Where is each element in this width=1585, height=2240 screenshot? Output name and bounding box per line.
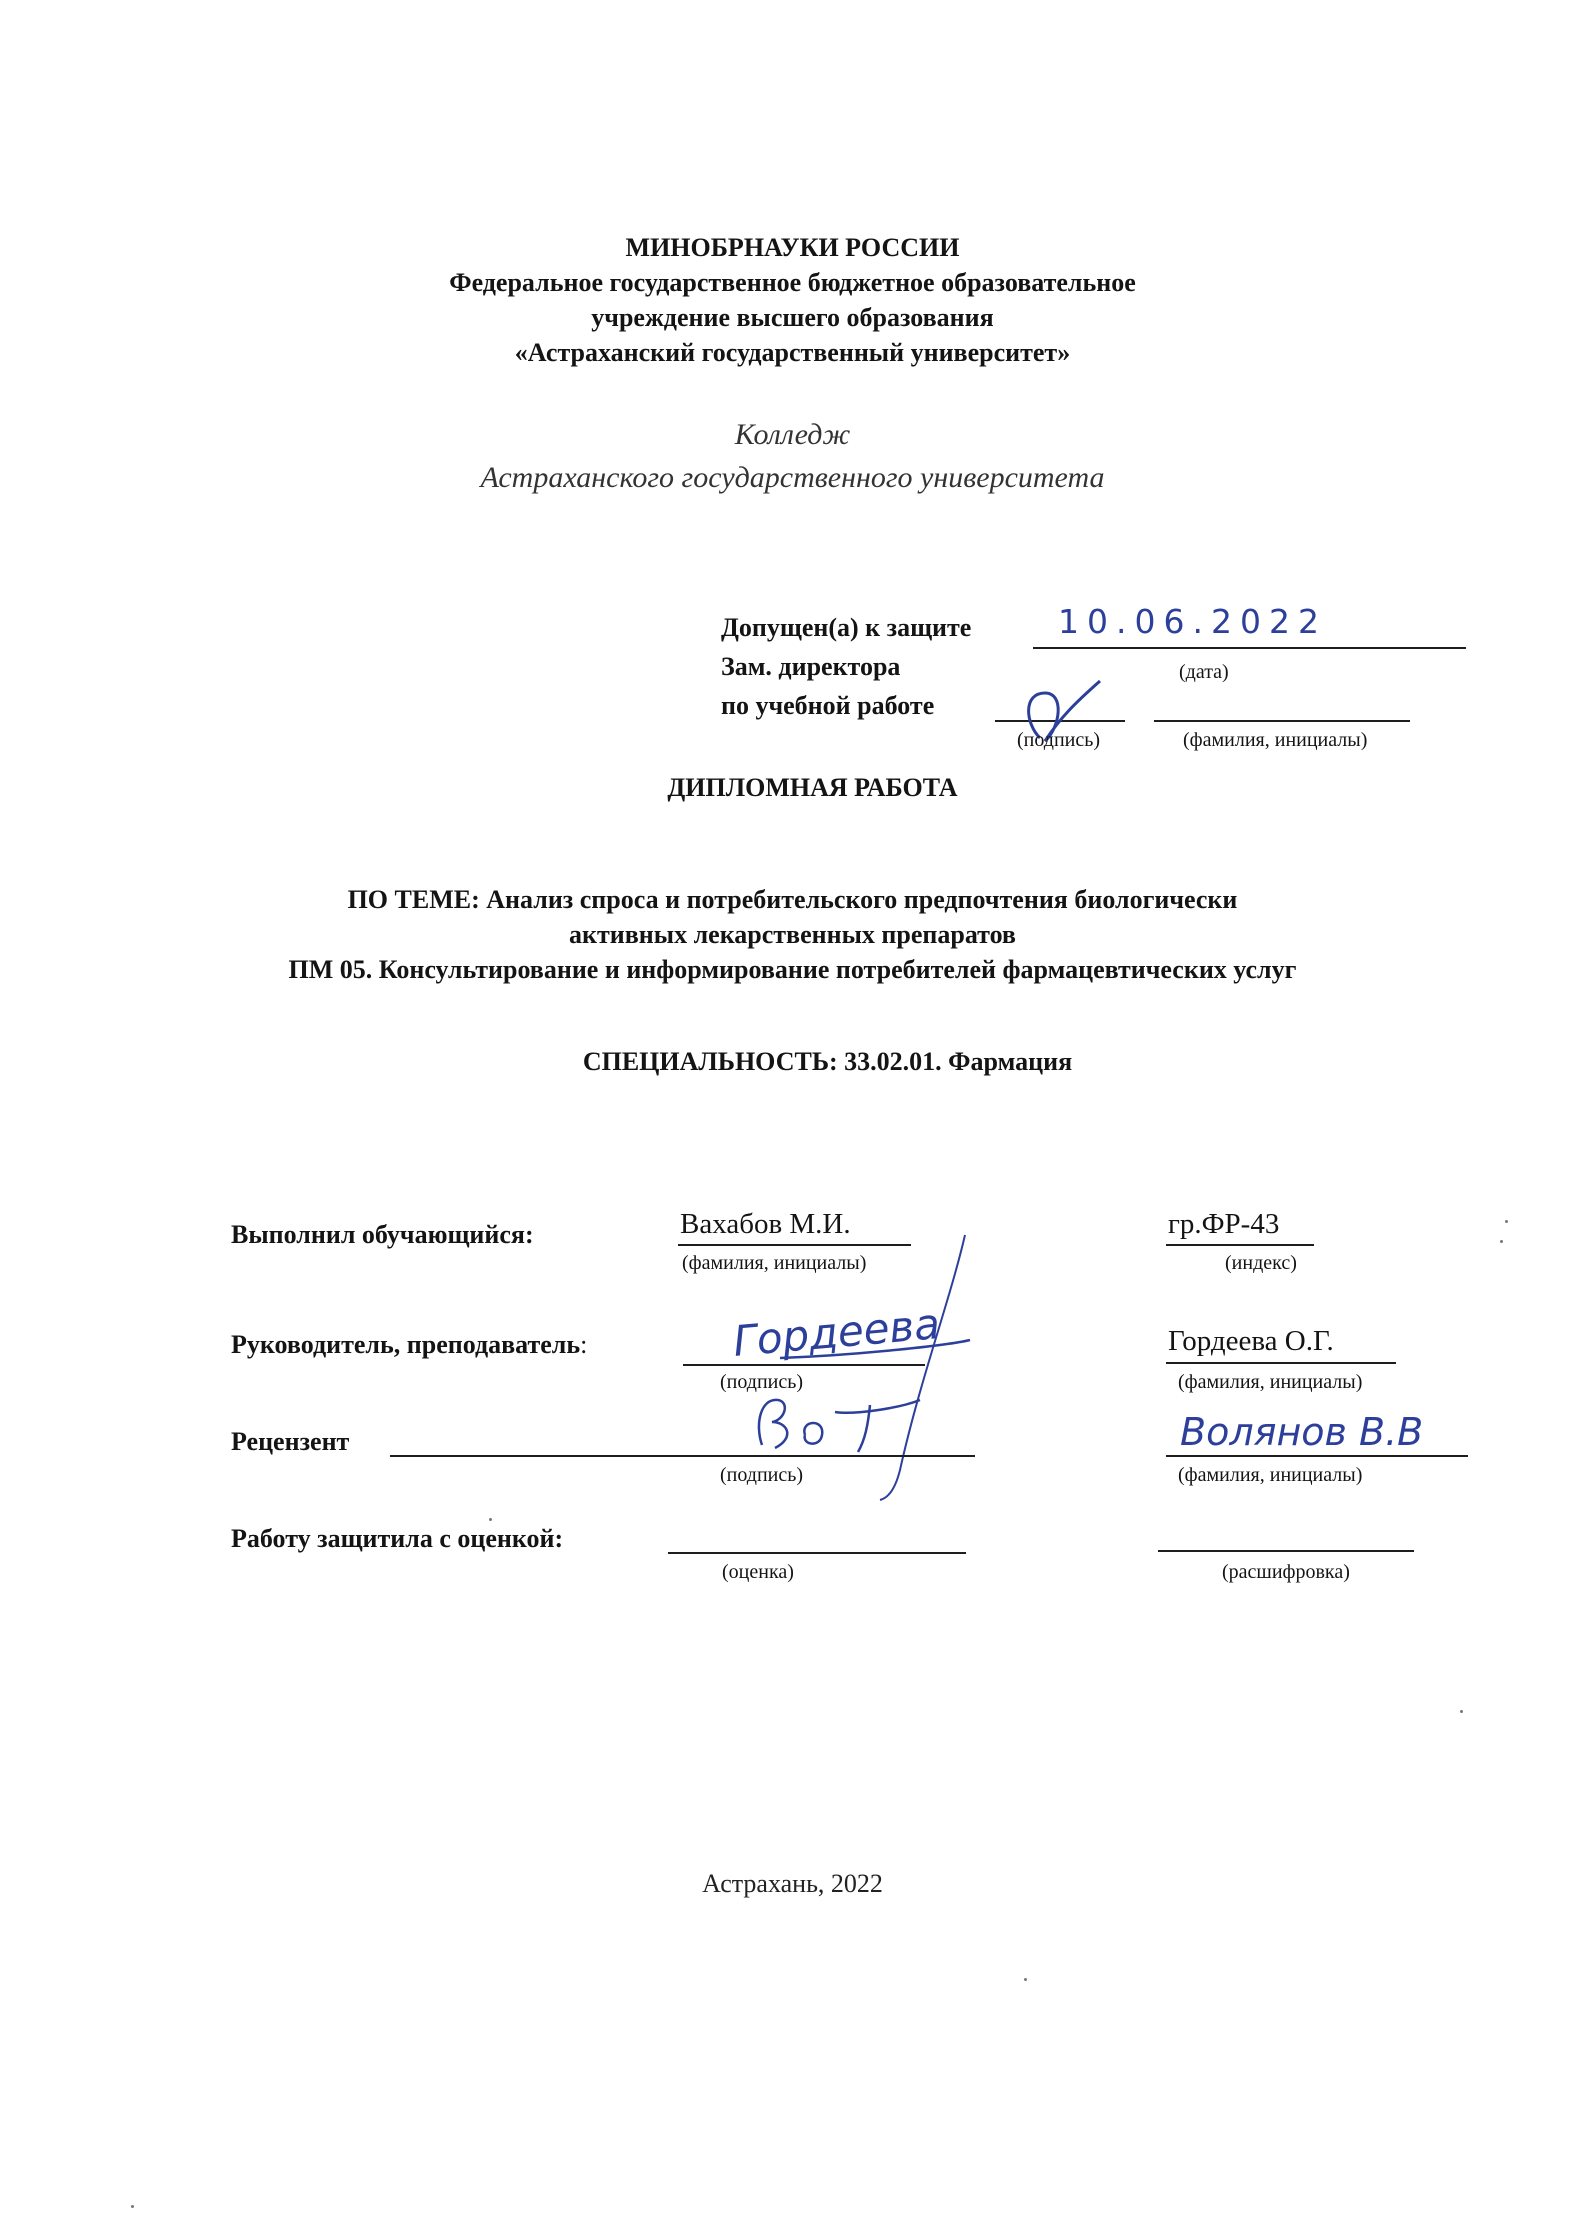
approval-name-line (1154, 720, 1410, 722)
admitted-label: Допущен(а) к защите (721, 613, 972, 642)
supervisor-signature-caption: (подпись) (720, 1371, 804, 1393)
reviewer-name-caption: (фамилия, инициалы) (1178, 1464, 1363, 1486)
supervisor-label: Руководитель, преподаватель: (231, 1330, 588, 1359)
academic-work-label: по учебной работе (721, 691, 935, 720)
college-line-1: Колледж (734, 418, 851, 451)
date-caption: (дата) (1179, 661, 1229, 683)
city-year: Астрахань, 2022 (702, 1869, 883, 1898)
supervisor-name-caption: (фамилия, инициалы) (1178, 1371, 1363, 1393)
institution-line-1: Федеральное государственное бюджетное образовательное (449, 268, 1136, 297)
university-name: «Астраханский государственный университет» (514, 338, 1071, 367)
student-group-line (1166, 1244, 1314, 1246)
specialty: СПЕЦИАЛЬНОСТЬ: 33.02.01. Фармация (582, 1047, 1073, 1076)
approval-signature-caption: (подпись) (1017, 729, 1101, 751)
reviewer-name-handwritten: Волянов В.В (1180, 1410, 1424, 1454)
defense-decoding-caption: (расшифровка) (1222, 1561, 1350, 1583)
student-label: Выполнил обучающийся: (231, 1220, 534, 1249)
reviewer-signature-caption: (подпись) (720, 1464, 804, 1486)
topic-line-3: ПМ 05. Консультирование и информирование потребителей фармацевтических услуг (288, 955, 1297, 984)
scan-speck (1024, 1978, 1027, 1981)
student-group-caption: (индекс) (1225, 1252, 1297, 1274)
defense-grade-caption: (оценка) (722, 1561, 794, 1583)
student-name-caption: (фамилия, инициалы) (682, 1252, 867, 1274)
institution-line-2: учреждение высшего образования (591, 303, 994, 332)
supervisor-name: Гордеева О.Г. (1168, 1325, 1334, 1357)
approval-name-caption: (фамилия, инициалы) (1183, 729, 1368, 751)
supervisor-name-line (1166, 1362, 1396, 1364)
student-group: гр.ФР-43 (1168, 1208, 1280, 1240)
reviewer-name-line (1166, 1455, 1468, 1457)
ministry-title: МИНОБРНАУКИ РОССИИ (625, 233, 960, 262)
defense-decoding-line (1158, 1550, 1414, 1552)
topic-line-1: ПО ТЕМЕ: Анализ спроса и потребительского предпочтения биологически (347, 885, 1238, 914)
defense-grade-line (668, 1552, 966, 1554)
reviewer-signature (750, 1390, 930, 1460)
work-type-title: ДИПЛОМНАЯ РАБОТА (667, 773, 958, 802)
scan-speck (489, 1518, 492, 1521)
supervisor-signature-handwritten: Гордеева (731, 1299, 942, 1366)
reviewer-label: Рецензент (231, 1427, 350, 1456)
admitted-date-handwritten: 10.06.2022 (1058, 602, 1327, 641)
scan-speck (1500, 1240, 1503, 1243)
deputy-label: Зам. директора (721, 652, 901, 681)
scan-speck (131, 2205, 134, 2208)
student-name: Вахабов М.И. (680, 1208, 851, 1240)
admitted-date-line (1033, 647, 1466, 649)
topic-line-2: активных лекарственных препаратов (569, 920, 1016, 949)
scan-speck (1460, 1710, 1463, 1713)
college-line-2: Астраханского государственного университета (480, 461, 1105, 494)
scan-speck (1505, 1220, 1508, 1223)
defense-label: Работу защитила с оценкой: (231, 1524, 564, 1553)
